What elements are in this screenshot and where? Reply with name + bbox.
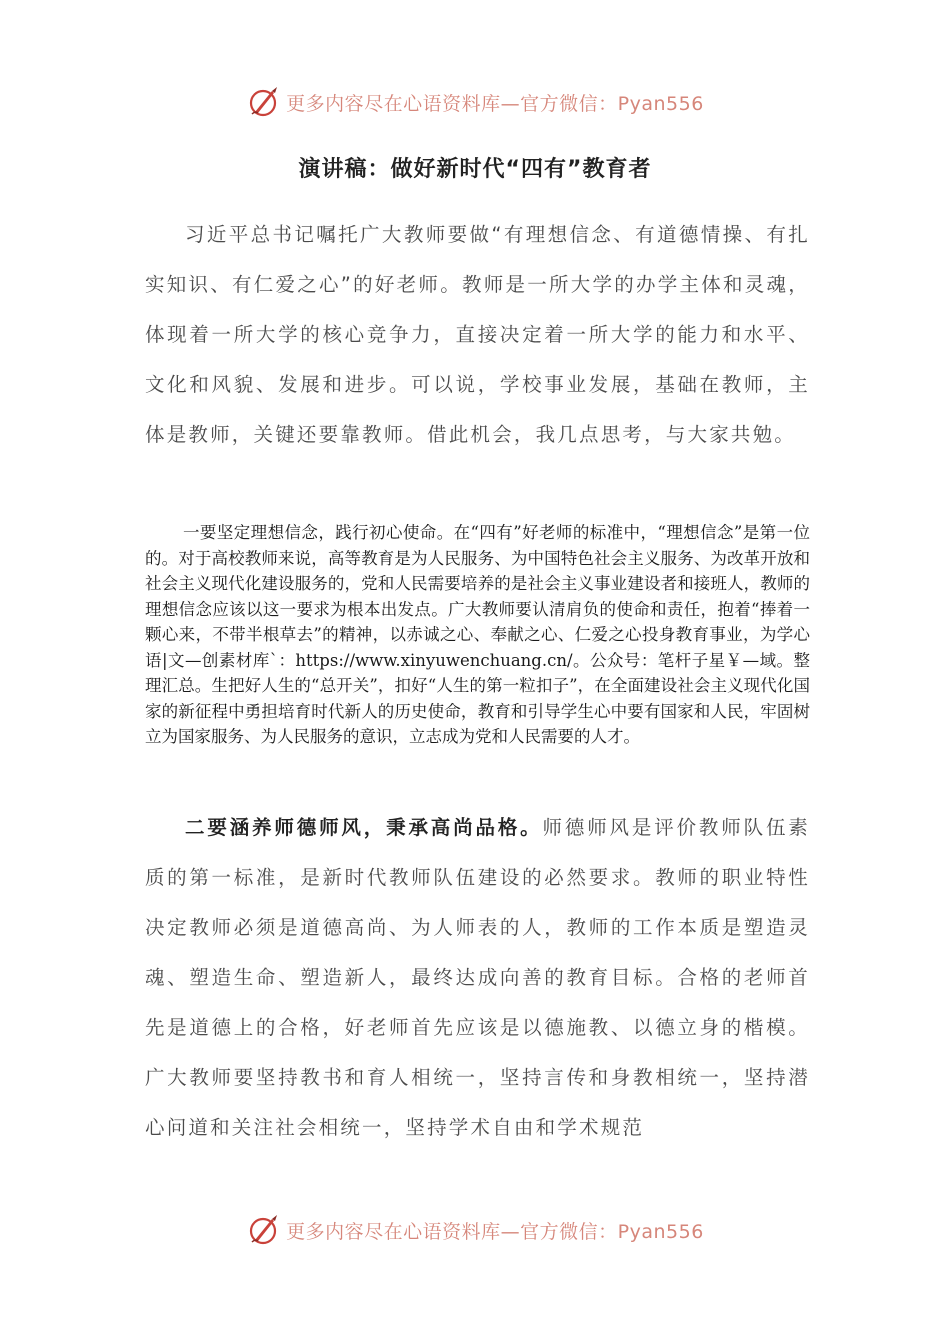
footer-banner-text: 更多内容尽在心语资料库—官方微信：Pyan556 (286, 1220, 704, 1243)
paragraph-intro: 习近平总书记嘱托广大教师要做“有理想信念、有道德情操、有扎实知识、有仁爱之心”的好老师。教师是一所大学的办学主体和灵魂，体现着一所大学的核心竞争力，直接决定着一所大学的能力和水平、文化和风貌、发展和进步。可以说，学校事业发展，基础在教师，主体是教师，关键还要靠教师。借此机会，我几点思考，与大家共勉。 (145, 223, 810, 446)
header-banner-text: 更多内容尽在心语资料库—官方微信：Pyan556 (286, 92, 704, 115)
quill-pen-logo-icon (246, 1213, 280, 1247)
footer-banner (0, 1210, 950, 1250)
footer-banner-inner (246, 1213, 704, 1247)
paragraph-second-point (145, 803, 810, 1153)
paragraph-second-point-body: 师德师风是评价教师队伍素质的第一标准，是新时代教师队伍建设的必然要求。教师的职业特性决定教师必须是道德高尚、为人师表的人，教师的工作本质是塑造灵魂、塑造生命、塑造新人，最终达成向善的教育目标。合格的老师首先是道德上的合格，好老师首先应该是以德施教、以德立身的楷模。广大教师要坚持教书和育人相统一，坚持言传和身教相统一，坚持潜心问道和关注社会相统一，坚持学术自由和学术规范 (145, 816, 811, 1139)
paragraph-first-point: 一要坚定理想信念，践行初心使命。在“四有”好老师的标准中，“理想信念”是第一位的。对于高校教师来说，高等教育是为人民服务、为中国特色社会主义服务、为改革开放和社会主义现代化建设服务的，党和人民需要培养的是社会主义事业建设者和接班人，教师的理想信念应该以这一要求为根本出发点。广大教师要认清肩负的使命和责任，抱着“捧着一颗心来，不带半根草去”的精神，以赤诚之心、奉献之心、仁爱之心投身教育事业，为学心语|文—创素材库`：https://www.xinyuwenchuang.cn/。公众号：笔杆子星￥—域。整理汇总。生把好人生的“总开关”，扣好“人生的第一粒扣子”，在全面建设社会主义现代化国家的新征程中勇担培育时代新人的历史使命，教育和引导学生心中要有国家和人民，牢固树立为国家服务、为人民服务的意识，立志成为党和人民需要的人才。 (145, 523, 810, 746)
header-banner-inner (246, 85, 704, 119)
document-title: 演讲稿：做好新时代“四有”教育者 (298, 157, 652, 182)
paragraph-second-point-lead: 二要涵养师德师风，秉承高尚品格。 (185, 816, 543, 839)
header-banner (0, 82, 950, 122)
quill-pen-logo-icon (246, 85, 280, 119)
